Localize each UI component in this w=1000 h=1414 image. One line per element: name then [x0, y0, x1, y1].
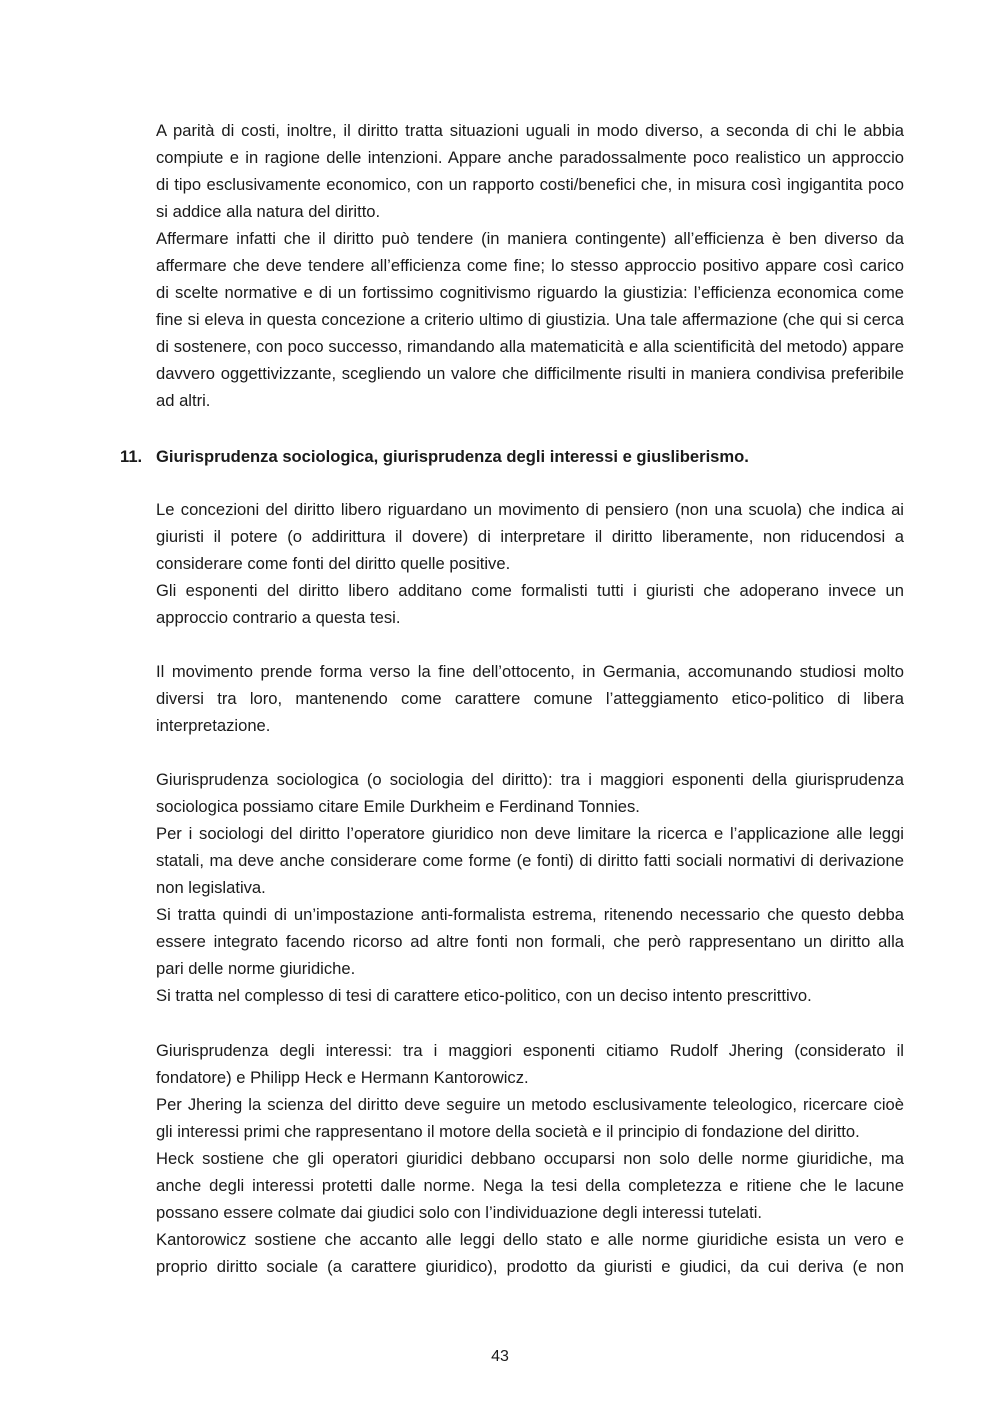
- text-line: giuristi il potere (o addirittura il dovere) di interpretare il diritto liberamente, non riducendosi a: [156, 527, 904, 546]
- text-block-movimento: [156, 658, 904, 739]
- paragraph: [156, 982, 904, 1009]
- text-line: di sostenere, con poco successo, rimandando alla matematicità e alla scientificità del metodo) appare: [156, 337, 904, 356]
- paragraph: [156, 901, 904, 982]
- text-line: essere integrato facendo ricorso ad altre fonti non formali, che però rappresentano un diritto alla: [156, 932, 904, 951]
- text-line: Si tratta nel complesso di tesi di carattere etico-politico, con un deciso intento prescrittivo.: [156, 986, 812, 1005]
- text-line: A parità di costi, inoltre, il diritto tratta situazioni uguali in modo diverso, a seconda di chi le abbia: [156, 121, 904, 140]
- text-line: Heck sostiene che gli operatori giuridici debbano occuparsi non solo delle norme giuridiche, ma: [156, 1149, 904, 1168]
- text-line: Giurisprudenza degli interessi: tra i maggiori esponenti citiamo Rudolf Jhering (considerato il: [156, 1041, 904, 1060]
- text-line: diversi tra loro, mantenendo come carattere comune l’atteggiamento etico-politico di libera: [156, 689, 904, 708]
- text-line: davvero oggettivizzante, scegliendo un valore che difficilmente risulti in maniera condivisa preferibile: [156, 364, 904, 383]
- text-line: di scelte normative e di un fortissimo cognitivismo riguardo la giustizia: l’efficienza economica come: [156, 283, 904, 302]
- paragraph: [156, 1145, 904, 1226]
- text-line: Le concezioni del diritto libero riguardano un movimento di pensiero (non una scuola) che indica ai: [156, 500, 904, 519]
- text-line: fondatore) e Philipp Heck e Hermann Kantorowicz.: [156, 1068, 529, 1087]
- text-line: affermare che deve tendere all’efficienza come fine; lo stesso approccio positivo appare così carico: [156, 256, 904, 275]
- section-heading: [120, 443, 749, 470]
- paragraph: [156, 577, 904, 631]
- text-line: fine si eleva in questa concezione a criterio ultimo di giustizia. Una tale affermazione (che qui si cerca: [156, 310, 904, 329]
- text-line: Per Jhering la scienza del diritto deve seguire un metodo esclusivamente teleologico, ricercare cioè: [156, 1095, 904, 1114]
- paragraph: [156, 1226, 904, 1280]
- paragraph: [156, 1091, 904, 1145]
- text-block-giurisprudenza-interessi: [156, 1037, 904, 1280]
- paragraph: [156, 820, 904, 901]
- text-line: Per i sociologi del diritto l’operatore giuridico non deve limitare la ricerca e l’applicazione alle leggi: [156, 824, 904, 843]
- page-number: 43: [491, 1348, 509, 1365]
- text-line: Si tratta quindi di un’impostazione anti-formalista estrema, ritenendo necessario che questo debba: [156, 905, 904, 924]
- text-line: interpretazione.: [156, 716, 271, 735]
- paragraph: [156, 1037, 904, 1091]
- text-line: ad altri.: [156, 391, 211, 410]
- text-line: compiute e in ragione delle intenzioni. Appare anche paradossalmente poco realistico un approccio: [156, 148, 904, 167]
- text-line: gli interessi primi che rappresentano il motore della società e il principio di fondazione del diritto.: [156, 1122, 860, 1141]
- section-number: 11.: [120, 447, 143, 466]
- text-line: non legislativa.: [156, 878, 266, 897]
- text-line: proprio diritto sociale (a carattere giuridico), prodotto da giuristi e giudici, da cui deriva (e non: [156, 1257, 904, 1276]
- text-line: di tipo esclusivamente economico, con un rapporto costi/benefici che, in misura così ingigantita poco: [156, 175, 904, 194]
- text-line: considerare come fonti del diritto quelle positive.: [156, 554, 511, 573]
- paragraph: [156, 117, 904, 225]
- text-block-diritto-libero: [156, 496, 904, 631]
- text-block-intro: [156, 117, 904, 414]
- text-line: approccio contrario a questa tesi.: [156, 608, 401, 627]
- paragraph: [156, 225, 904, 414]
- text-block-giurisprudenza-sociologica: [156, 766, 904, 1009]
- text-line: pari delle norme giuridiche.: [156, 959, 356, 978]
- text-line: anche degli interessi protetti dalle norme. Nega la tesi della completezza e ritiene che le lacune: [156, 1176, 904, 1195]
- paragraph: [156, 658, 904, 739]
- text-line: possano essere colmate dai giudici solo con l’individuazione degli interessi tutelati.: [156, 1203, 763, 1222]
- text-line: Il movimento prende forma verso la fine dell’ottocento, in Germania, accomunando studiosi molto: [156, 662, 904, 681]
- text-line: Gli esponenti del diritto libero additano come formalisti tutti i giuristi che adoperano invece un: [156, 581, 904, 600]
- text-line: Affermare infatti che il diritto può tendere (in maniera contingente) all’efficienza è ben diverso da: [156, 229, 904, 248]
- paragraph: [156, 496, 904, 577]
- paragraph: [156, 766, 904, 820]
- section-title: Giurisprudenza sociologica, giurisprudenza degli interessi e giusliberismo.: [156, 447, 749, 466]
- text-line: statali, ma deve anche considerare come forme (e fonti) di diritto fatti sociali normativi di derivazione: [156, 851, 904, 870]
- text-line: Kantorowicz sostiene che accanto alle leggi dello stato e alle norme giuridiche esista un vero e: [156, 1230, 904, 1249]
- text-line: Giurisprudenza sociologica (o sociologia del diritto): tra i maggiori esponenti della giurisprudenza: [156, 770, 904, 789]
- text-line: si addice alla natura del diritto.: [156, 202, 381, 221]
- text-line: sociologica possiamo citare Emile Durkheim e Ferdinand Tonnies.: [156, 797, 640, 816]
